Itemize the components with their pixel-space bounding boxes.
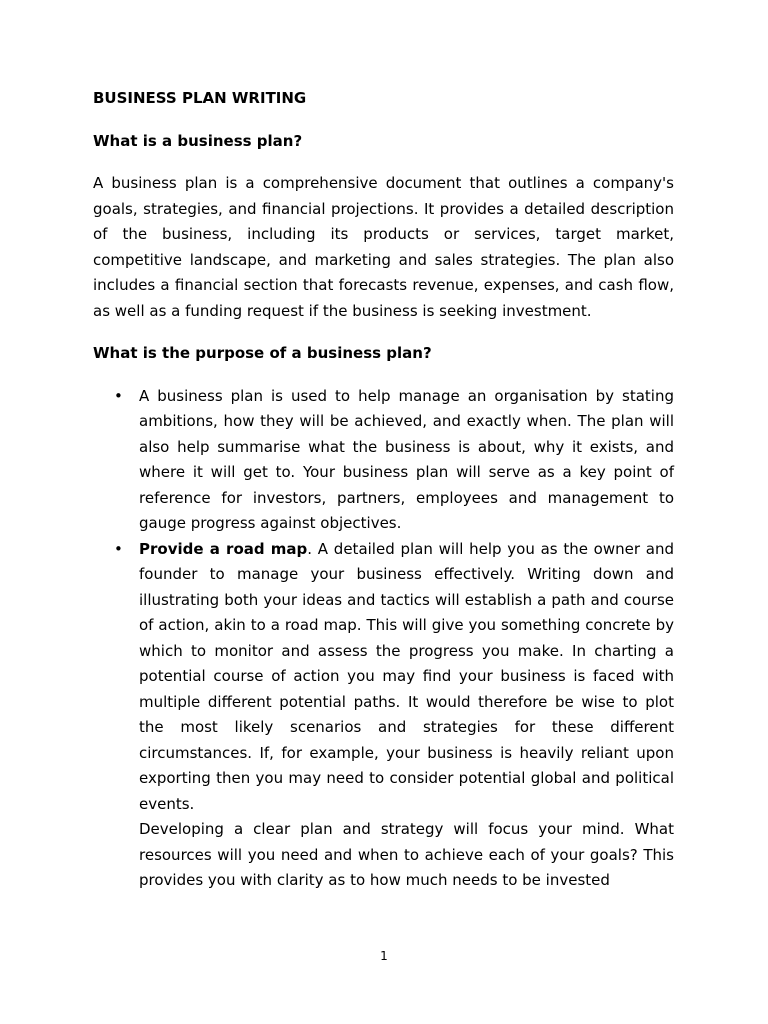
bullet-list — [93, 384, 674, 818]
bullet-item-manage — [93, 384, 674, 537]
section-heading-purpose: What is the purpose of a business plan? — [93, 344, 432, 362]
page-number: 1 — [380, 949, 388, 963]
document-body — [93, 86, 674, 894]
bullet-icon: • — [114, 386, 123, 405]
section-heading-what-is: What is a business plan? — [93, 131, 303, 150]
bullet-text: A business plan is used to help manage an organisation by stating ambitions, how they will be achieved, and exactly when. The plan will also help summarise what the business is about, why it exists, and where it will get to. Your business plan will serve as a key point of reference for investors, partners, employees and management to gauge progress against objectives. — [139, 386, 674, 532]
paragraph-definition: A business plan is a comprehensive document that outlines a company's goals, strategies, and financial projections. It provides a detailed description of the business, including its products or services, target market, competitive landscape, and marketing and sales strategies. The plan also includes a financial section that forecasts revenue, expenses, and cash flow, as well as a funding request if the business is seeking investment. — [93, 174, 674, 320]
paragraph-continuation: Developing a clear plan and strategy will focus your mind. What resources will you need and when to achieve each of your goals? This provides you with clarity as to how much needs to be invested — [139, 820, 674, 889]
bullet-item-road-map — [93, 537, 674, 818]
bullet-bold-lead: Provide a road map — [139, 539, 308, 558]
bullet-text: . A detailed plan will help you as the owner and founder to manage your business effectively. Writing down and illustrating both your ideas and tactics will establish a path and course of action, akin to a road map. This will give you something concrete by which to monitor and assess the progress you make. In charting a potential course of action you may find your business is faced with multiple different potential paths. It would therefore be wise to plot the most likely scenarios and strategies for these different circumstances. If, for example, your business is heavily reliant upon exporting then you may need to consider potential global and political events. — [139, 539, 674, 813]
document-title: BUSINESS PLAN WRITING — [93, 89, 307, 107]
bullet-icon: • — [114, 539, 123, 558]
